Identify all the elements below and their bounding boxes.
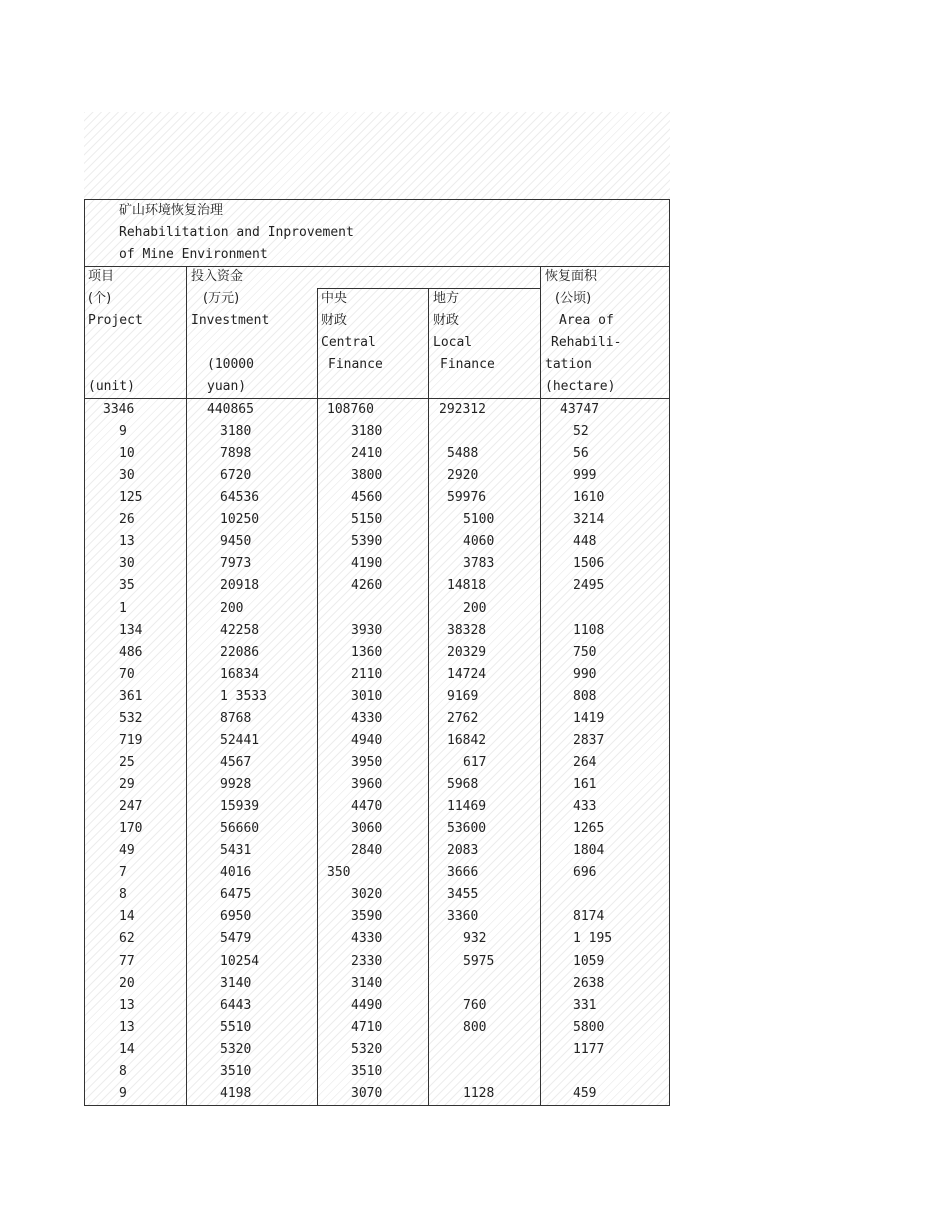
cell-central: 4260 (351, 578, 383, 594)
cell-project: 486 (119, 644, 143, 660)
cell-area: 999 (573, 468, 597, 484)
header-area-en-3: tation (545, 357, 592, 372)
cell-local: 11469 (447, 799, 487, 815)
cell-local: 3360 (447, 909, 479, 925)
header-investment-unit-en-2: yuan) (207, 379, 247, 394)
table-title-en-line1: Rehabilitation and Inprovement (119, 225, 354, 240)
hatched-header-band (84, 112, 670, 200)
cell-project: 361 (119, 688, 143, 704)
cell-central: 3930 (351, 622, 383, 638)
cell-central: 4470 (351, 799, 383, 815)
cell-central: 108760 (327, 402, 374, 417)
cell-central: 1360 (351, 644, 383, 660)
cell-area: 1059 (573, 953, 605, 969)
table-row (85, 752, 671, 774)
cell-investment: 9450 (220, 534, 252, 550)
cell-central: 2110 (351, 666, 383, 682)
cell-local: 3455 (447, 887, 479, 903)
table-row (85, 818, 671, 840)
cell-project: 77 (119, 953, 135, 969)
cell-local: 20329 (447, 644, 487, 660)
cell-investment: 56660 (220, 821, 260, 837)
cell-area: 5800 (573, 1019, 605, 1035)
cell-local: 1128 (463, 1085, 495, 1101)
table-row (85, 1017, 671, 1039)
cell-investment: 15939 (220, 799, 260, 815)
cell-local: 3783 (463, 556, 495, 572)
cell-central: 3510 (351, 1063, 383, 1079)
cell-area: 1108 (573, 622, 605, 638)
cell-area: 2495 (573, 578, 605, 594)
cell-area: 808 (573, 688, 597, 704)
cell-area: 8174 (573, 909, 605, 925)
cell-project: 8 (119, 1063, 127, 1079)
header-area-zh: 恢复面积 (545, 269, 598, 284)
cell-investment: 5431 (220, 843, 252, 859)
table-title-en-line2: of Mine Environment (119, 247, 268, 262)
cell-central: 5150 (351, 512, 383, 528)
cell-area: 2837 (573, 732, 605, 748)
cell-area: 433 (573, 799, 597, 815)
cell-central: 4560 (351, 490, 383, 506)
cell-investment: 6475 (220, 887, 252, 903)
cell-area: 2638 (573, 975, 605, 991)
header-local-en-1: Local (433, 335, 473, 350)
table-row (85, 620, 671, 642)
cell-local: 14818 (447, 578, 487, 594)
header-investment-unit-en-1: (10000 (207, 357, 254, 372)
cell-investment: 64536 (220, 490, 260, 506)
cell-project: 13 (119, 997, 135, 1013)
cell-investment: 8768 (220, 710, 252, 726)
cell-project: 30 (119, 556, 135, 572)
cell-investment: 440865 (207, 402, 254, 417)
cell-central: 2410 (351, 446, 383, 462)
cell-project: 14 (119, 909, 135, 925)
cell-project: 14 (119, 1041, 135, 1057)
cell-area: 750 (573, 644, 597, 660)
header-project-unit-en: (unit) (88, 379, 135, 394)
cell-investment: 5510 (220, 1019, 252, 1035)
cell-central: 3960 (351, 777, 383, 793)
table-row (85, 443, 671, 465)
cell-investment: 6950 (220, 909, 252, 925)
cell-investment: 1 3533 (220, 688, 267, 704)
header-investment-en: Investment (191, 313, 270, 328)
header-project-zh: 项目 (88, 269, 115, 284)
cell-local: 5100 (463, 512, 495, 528)
cell-project: 719 (119, 732, 143, 748)
table-row (85, 487, 671, 509)
cell-project: 532 (119, 710, 143, 726)
cell-area: 1419 (573, 710, 605, 726)
table-row (85, 862, 671, 884)
cell-central: 2330 (351, 953, 383, 969)
header-central-en-2: Finance (328, 357, 383, 372)
cell-investment: 10250 (220, 512, 260, 528)
cell-local: 4060 (463, 534, 495, 550)
cell-project: 25 (119, 754, 135, 770)
cell-area: 696 (573, 865, 597, 881)
cell-area: 1177 (573, 1041, 605, 1057)
cell-central: 3590 (351, 909, 383, 925)
cell-local: 5968 (447, 777, 479, 793)
cell-local: 292312 (439, 402, 486, 417)
cell-central: 4330 (351, 931, 383, 947)
cell-project: 8 (119, 887, 127, 903)
cell-investment: 7973 (220, 556, 252, 572)
cell-central: 4710 (351, 1019, 383, 1035)
cell-central: 3020 (351, 887, 383, 903)
header-local-zh-2: 财政 (433, 313, 460, 328)
header-area-unit-en: (hectare) (545, 379, 616, 394)
cell-local: 932 (463, 931, 487, 947)
cell-area: 1 195 (573, 931, 613, 947)
table-row (85, 598, 671, 620)
cell-central: 4330 (351, 710, 383, 726)
cell-investment: 3180 (220, 424, 252, 440)
cell-investment: 6443 (220, 997, 252, 1013)
table-row (85, 774, 671, 796)
cell-project: 26 (119, 512, 135, 528)
cell-local: 2920 (447, 468, 479, 484)
cell-area: 3214 (573, 512, 605, 528)
title-divider (85, 266, 669, 267)
cell-investment: 4016 (220, 865, 252, 881)
table-row (85, 928, 671, 950)
cell-project: 49 (119, 843, 135, 859)
header-central-zh-1: 中央 (321, 291, 348, 306)
cell-area: 1610 (573, 490, 605, 506)
cell-project: 125 (119, 490, 143, 506)
cell-project: 3346 (103, 402, 135, 417)
header-area-unit-zh: (公顷) (555, 291, 592, 306)
table-row (85, 509, 671, 531)
table-row (85, 1061, 671, 1083)
table-row (85, 686, 671, 708)
header-investment-unit-zh: (万元) (203, 291, 240, 306)
cell-local: 200 (463, 600, 487, 616)
table-row (85, 465, 671, 487)
cell-project: 170 (119, 821, 143, 837)
cell-local: 617 (463, 754, 487, 770)
cell-investment: 4567 (220, 754, 252, 770)
table-row (85, 664, 671, 686)
cell-project: 9 (119, 424, 127, 440)
cell-area: 1804 (573, 843, 605, 859)
cell-project: 30 (119, 468, 135, 484)
cell-local: 53600 (447, 821, 487, 837)
cell-local: 800 (463, 1019, 487, 1035)
cell-local: 59976 (447, 490, 487, 506)
cell-project: 29 (119, 777, 135, 793)
cell-central: 3060 (351, 821, 383, 837)
cell-investment: 6720 (220, 468, 252, 484)
header-local-zh-1: 地方 (433, 291, 460, 306)
cell-area: 264 (573, 754, 597, 770)
table-row (85, 708, 671, 730)
cell-local: 2083 (447, 843, 479, 859)
cell-area: 331 (573, 997, 597, 1013)
cell-investment: 4198 (220, 1085, 252, 1101)
cell-area: 1265 (573, 821, 605, 837)
cell-project: 247 (119, 799, 143, 815)
cell-area: 448 (573, 534, 597, 550)
table-row (85, 796, 671, 818)
cell-investment: 20918 (220, 578, 260, 594)
table-row (85, 973, 671, 995)
cell-project: 134 (119, 622, 143, 638)
cell-investment: 5479 (220, 931, 252, 947)
cell-central: 3950 (351, 754, 383, 770)
table-row (85, 1039, 671, 1061)
cell-investment: 200 (220, 600, 244, 616)
header-local-en-2: Finance (440, 357, 495, 372)
cell-investment: 42258 (220, 622, 260, 638)
cell-project: 70 (119, 666, 135, 682)
cell-investment: 16834 (220, 666, 260, 682)
cell-project: 13 (119, 1019, 135, 1035)
cell-central: 4190 (351, 556, 383, 572)
table-row (85, 421, 671, 443)
mine-environment-table (84, 199, 670, 1106)
cell-local: 5488 (447, 446, 479, 462)
cell-local: 2762 (447, 710, 479, 726)
cell-central: 3010 (351, 688, 383, 704)
table-row (85, 951, 671, 973)
cell-central: 5390 (351, 534, 383, 550)
table-row (85, 1083, 671, 1105)
header-investment-zh: 投入资金 (191, 269, 244, 284)
cell-central: 3140 (351, 975, 383, 991)
table-row (85, 906, 671, 928)
cell-area: 1506 (573, 556, 605, 572)
cell-central: 2840 (351, 843, 383, 859)
table-row (85, 840, 671, 862)
cell-investment: 10254 (220, 953, 260, 969)
cell-local: 14724 (447, 666, 487, 682)
header-central-zh-2: 财政 (321, 313, 348, 328)
cell-investment: 3510 (220, 1063, 252, 1079)
header-central-en-1: Central (321, 335, 376, 350)
table-row (85, 531, 671, 553)
table-row (85, 575, 671, 597)
cell-central: 4490 (351, 997, 383, 1013)
cell-investment: 9928 (220, 777, 252, 793)
header-area-en-2: Rehabili- (551, 335, 622, 350)
cell-local: 9169 (447, 688, 479, 704)
cell-local: 38328 (447, 622, 487, 638)
table-row (85, 884, 671, 906)
header-project-en: Project (88, 313, 143, 328)
cell-area: 990 (573, 666, 597, 682)
cell-investment: 52441 (220, 732, 260, 748)
cell-project: 13 (119, 534, 135, 550)
cell-investment: 5320 (220, 1041, 252, 1057)
cell-local: 5975 (463, 953, 495, 969)
cell-project: 10 (119, 446, 135, 462)
cell-central: 350 (327, 865, 351, 881)
cell-local: 3666 (447, 865, 479, 881)
cell-project: 9 (119, 1085, 127, 1101)
cell-investment: 3140 (220, 975, 252, 991)
table-row (85, 642, 671, 664)
cell-central: 3180 (351, 424, 383, 440)
cell-investment: 22086 (220, 644, 260, 660)
cell-area: 43747 (560, 402, 600, 417)
table-row (85, 730, 671, 752)
cell-area: 161 (573, 777, 597, 793)
table-row (85, 553, 671, 575)
cell-central: 4940 (351, 732, 383, 748)
cell-project: 62 (119, 931, 135, 947)
table-row (85, 995, 671, 1017)
cell-investment: 7898 (220, 446, 252, 462)
header-area-en-1: Area of (559, 313, 614, 328)
cell-central: 3070 (351, 1085, 383, 1101)
table-row (85, 399, 671, 421)
table-title-zh: 矿山环境恢复治理 (119, 203, 224, 218)
cell-project: 35 (119, 578, 135, 594)
cell-project: 7 (119, 865, 127, 881)
cell-local: 760 (463, 997, 487, 1013)
header-project-unit-zh: (个) (88, 291, 112, 306)
cell-central: 3800 (351, 468, 383, 484)
cell-project: 1 (119, 600, 127, 616)
cell-area: 52 (573, 424, 589, 440)
cell-area: 459 (573, 1085, 597, 1101)
cell-area: 56 (573, 446, 589, 462)
cell-project: 20 (119, 975, 135, 991)
cell-central: 5320 (351, 1041, 383, 1057)
cell-local: 16842 (447, 732, 487, 748)
